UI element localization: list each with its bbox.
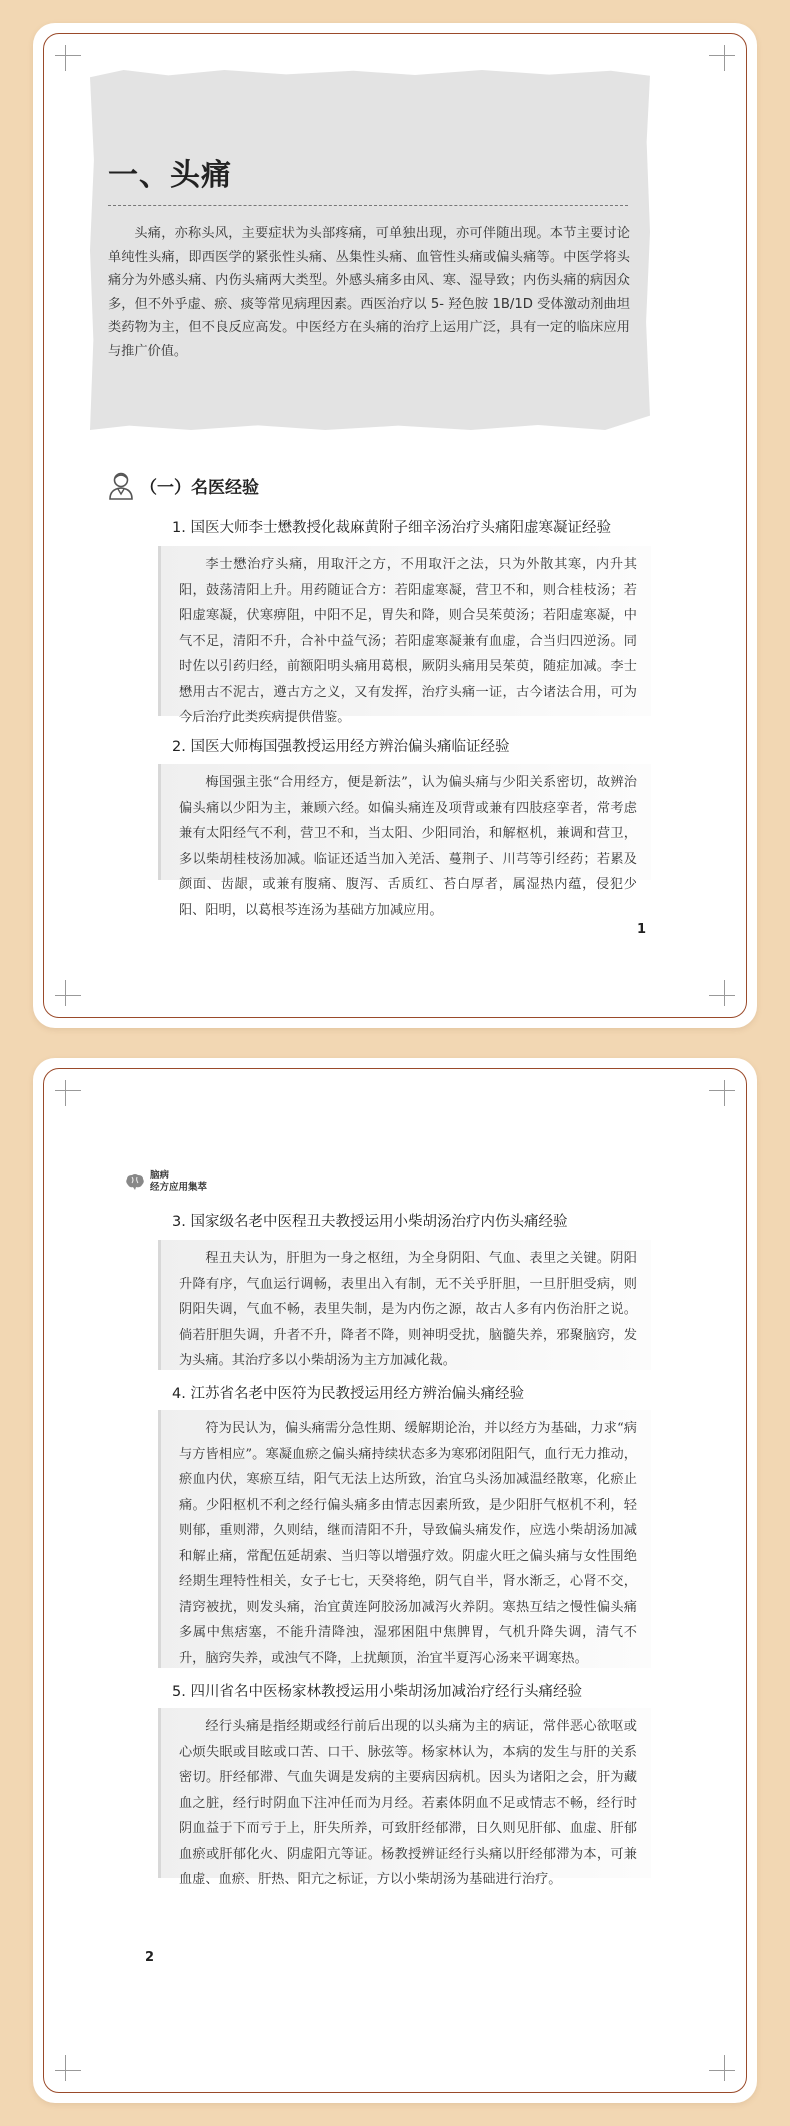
corner-ornament	[709, 37, 743, 71]
item-title: 2. 国医大师梅国强教授运用经方辨治偏头痛临证经验	[172, 739, 510, 755]
brain-icon	[124, 1173, 146, 1191]
page-number: 2	[145, 1950, 155, 1965]
item-quote	[158, 1240, 651, 1370]
corner-ornament	[47, 1072, 81, 1106]
item-title: 1. 国医大师李士懋教授化裁麻黄附子细辛汤治疗头痛阳虚寒凝证经验	[172, 520, 611, 536]
item-title: 5. 四川省名中医杨家林教授运用小柴胡汤加减治疗经行头痛经验	[172, 1684, 582, 1700]
page-number: 1	[637, 922, 647, 937]
section-heading	[108, 468, 259, 502]
title-divider	[108, 205, 628, 206]
corner-ornament	[709, 1072, 743, 1106]
item-body: 程丑夫认为，肝胆为一身之枢纽，为全身阴阳、气血、表里之关键。阴阳升降有序，气血运行调畅，表里出入有制，无不关乎肝胆，一旦肝胆受病，则阴阳失调，气血不畅，表里失制，是为内伤之源，故古人多有内伤治肝之说。倘若肝胆失调，升者不升，降者不降，则神明受扰，脑髓失养，邪聚脑窍，发为头痛。其治疗多以小柴胡汤为主方加减化裁。	[179, 1251, 637, 1368]
running-header	[124, 1170, 207, 1194]
corner-ornament	[47, 2055, 81, 2089]
item-quote	[158, 764, 651, 918]
header-line-1: 脑病	[150, 1170, 170, 1181]
item-quote	[158, 1410, 651, 1668]
doctor-icon	[108, 470, 134, 500]
item-quote	[158, 1708, 651, 1887]
item-title: 4. 江苏省名老中医符为民教授运用经方辨治偏头痛经验	[172, 1386, 524, 1402]
item-quote	[158, 546, 651, 725]
chapter-title: 一、头痛	[108, 158, 232, 193]
item-title: 3. 国家级名老中医程丑夫教授运用小柴胡汤治疗内伤头痛经验	[172, 1214, 568, 1230]
item-body: 梅国强主张“合用经方，便是新法”，认为偏头痛与少阳关系密切，故辨治偏头痛以少阳为主，兼顾六经。如偏头痛连及项背或兼有四肢痉挛者，常考虑兼有太阳经气不利，营卫不和，当太阳、少阳同治，和解枢机，兼调和营卫，多以柴胡桂枝汤加减。临证还适当加入羌活、蔓荆子、川芎等引经药；若累及颜面、齿龈，或兼有腹痛、腹泻、舌质红、苔白厚者，属湿热内蕴，侵犯少阳、阳明，以葛根芩连汤为基础方加减应用。	[179, 775, 637, 918]
intro-paragraph: 头痛，亦称头风，主要症状为头部疼痛，可单独出现，亦可伴随出现。本节主要讨论单纯性头痛，即西医学的紧张性头痛、丛集性头痛、血管性头痛或偏头痛等。中医学将头痛分为外感头痛、内伤头痛两大类型。外感头痛多由风、寒、湿导致；内伤头痛的病因众多，但不外乎虚、瘀、痰等常见病理因素。西医治疗以 5- 羟色胺 1B/1D 受体激动剂曲坦类药物为主，但不良反应高发。中医经方在头痛的治疗上运用广泛，具有一定的临床应用与推广价值。	[108, 226, 630, 359]
item-body: 符为民认为，偏头痛需分急性期、缓解期论治，并以经方为基础，力求“病与方皆相应”。寒凝血瘀之偏头痛持续状态多为寒邪闭阻阳气，血行无力推动，瘀血内伏，寒瘀互结，阳气无法上达所致，治宜乌头汤加减温经散寒，化瘀止痛。少阳枢机不利之经行偏头痛多由情志因素所致，是少阳肝气枢机不利，轻则郁，重则滞，久则结，继而清阳不升，导致偏头痛发作，应选小柴胡汤加减和解止痛，常配伍延胡索、当归等以增强疗效。阴虚火旺之偏头痛与女性围绝经期生理特性相关，女子七七，天癸将绝，阴气自半，肾水渐乏，心肾不交，清窍被扰，则发头痛，治宜黄连阿胶汤加减泻火养阴。寒热互结之慢性偏头痛多属中焦痞塞，不能升清降浊，湿邪困阻中焦脾胃，气机升降失调，清气不升，脑窍失养，或浊气不降，上扰颠顶，治宜半夏泻心汤来平调寒热。	[179, 1421, 637, 1666]
header-line-2: 经方应用集萃	[150, 1182, 208, 1193]
item-body: 经行头痛是指经期或经行前后出现的以头痛为主的病证，常伴恶心欲呕或心烦失眠或目眩或口苦、口干、脉弦等。杨家林认为，本病的发生与肝的关系密切。肝经郁滞、气血失调是发病的主要病因病机。因头为诸阳之会，肝为藏血之脏，经行时阴血下注冲任而为月经。若素体阴血不足或情志不畅，经行时阴血益于下而亏于上，肝失所养，可致肝经郁滞，日久则见肝郁、血虚、肝郁血瘀或肝郁化火、阴虚阳亢等证。杨教授辨证经行头痛以肝经郁滞为本，可兼血虚、血瘀、肝热、阳亢之标证，方以小柴胡汤为基础进行治疗。	[179, 1719, 637, 1887]
corner-ornament	[47, 37, 81, 71]
corner-ornament	[709, 2055, 743, 2089]
corner-ornament	[47, 980, 81, 1014]
item-body: 李士懋治疗头痛，用取汗之方，不用取汗之法，只为外散其寒，内升其阳，鼓荡清阳上升。用药随证合方：若阳虚寒凝，营卫不和，则合桂枝汤；若阳虚寒凝，伏寒痹阻，中阳不足，胃失和降，则合吴茱萸汤；若阳虚寒凝，中气不足，清阳不升，合补中益气汤；若阳虚寒凝兼有血虚，合当归四逆汤。同时佐以引药归经，前额阳明头痛用葛根，厥阴头痛用吴茱萸，随症加减。李士懋用古不泥古，遵古方之义，又有发挥，治疗头痛一证，古今诸法合用，可为今后治疗此类疾病提供借鉴。	[179, 557, 637, 725]
corner-ornament	[709, 980, 743, 1014]
section-title: （一）名医经验	[140, 477, 259, 498]
